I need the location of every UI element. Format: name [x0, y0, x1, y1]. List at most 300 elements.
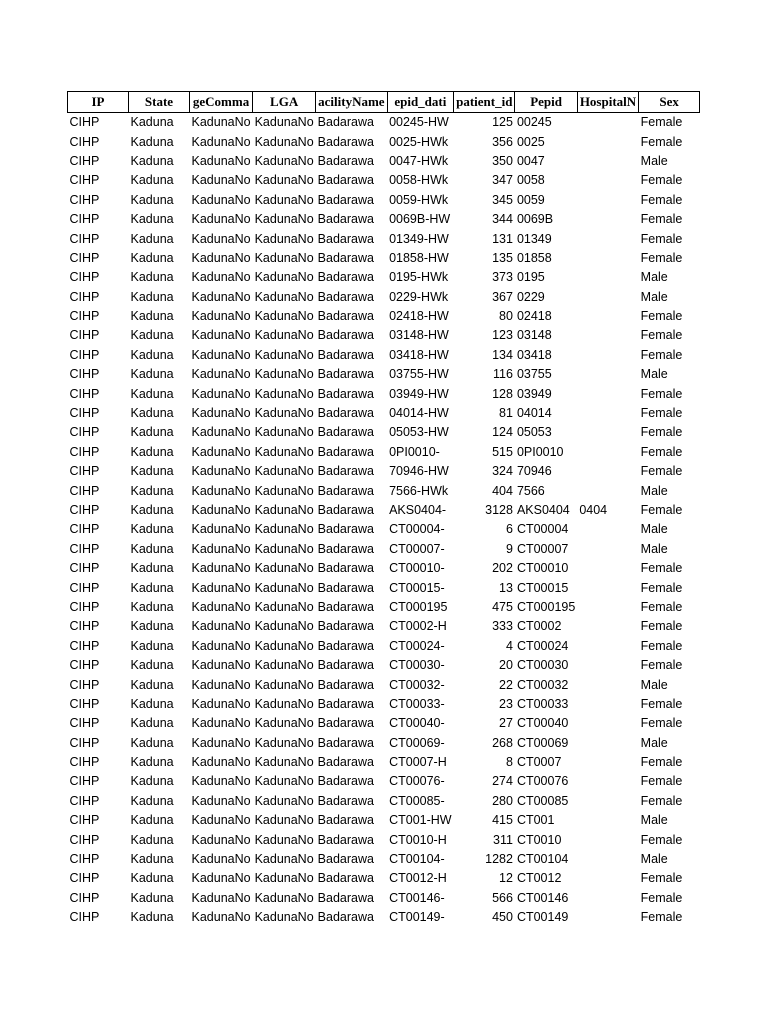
cell-ip: CIHP: [69, 735, 100, 750]
cell-facility-name: Badarawa: [317, 580, 374, 595]
cell-lga: KadunaNo: [254, 852, 314, 867]
cell-hospital-number: [577, 734, 638, 753]
cell-lga-command: KadunaNo: [191, 153, 251, 168]
cell-hospital-number: [577, 675, 638, 694]
cell-lga: KadunaNo: [254, 813, 314, 828]
cell-sex: Female: [640, 696, 683, 711]
cell-sex: Female: [640, 328, 683, 343]
cell-hospital-number: [577, 152, 638, 171]
column-header-pepid-date: epid_dati: [387, 92, 454, 113]
cell-facility-name: Badarawa: [317, 522, 374, 537]
cell-ip: CIHP: [69, 890, 100, 905]
cell-pepid-date: CT0012-H: [389, 871, 447, 886]
cell-facility-name: Badarawa: [317, 406, 374, 421]
cell-pepid: 05053: [516, 425, 552, 440]
column-header-pepid: Pepid: [515, 92, 577, 113]
cell-hospital-number: [577, 288, 638, 307]
cell-pepid: 04014: [516, 406, 552, 421]
cell-patient-id: 12: [499, 871, 513, 886]
cell-ip: CIHP: [69, 134, 100, 149]
cell-pepid-date: CT00032-: [389, 677, 445, 692]
cell-state: Kaduna: [130, 153, 174, 168]
cell-lga-command: KadunaNo: [191, 541, 251, 556]
cell-pepid: CT00146: [516, 890, 569, 905]
table-row: [68, 268, 700, 287]
cell-pepid-date: CT000195: [389, 599, 448, 614]
cell-ip: CIHP: [69, 871, 100, 886]
cell-facility-name: Badarawa: [317, 638, 374, 653]
cell-ip: CIHP: [69, 270, 100, 285]
cell-state: Kaduna: [130, 503, 174, 517]
cell-sex: Male: [640, 852, 668, 867]
cell-patient-id: 134: [492, 347, 513, 362]
cell-hospital-number: [577, 714, 638, 733]
cell-hospital-number: 0404: [579, 503, 608, 517]
cell-state: Kaduna: [130, 367, 174, 382]
cell-pepid: CT00069: [516, 735, 569, 750]
table-row: [68, 637, 700, 656]
cell-facility-name: Badarawa: [317, 231, 374, 246]
cell-patient-id: 373: [492, 270, 513, 285]
cell-state: Kaduna: [130, 813, 174, 828]
cell-sex: Male: [640, 522, 668, 537]
cell-hospital-number: [577, 210, 638, 229]
cell-lga: KadunaNo: [254, 328, 314, 343]
cell-lga-command: KadunaNo: [191, 347, 251, 362]
cell-lga: KadunaNo: [254, 192, 314, 207]
table-body: [68, 113, 700, 928]
cell-lga-command: KadunaNo: [191, 677, 251, 692]
cell-pepid-date: 04014-HW: [389, 406, 449, 421]
cell-ip: CIHP: [69, 192, 100, 207]
cell-lga: KadunaNo: [254, 386, 314, 401]
cell-patient-id: 274: [492, 774, 513, 789]
cell-ip: CIHP: [69, 115, 100, 130]
cell-state: Kaduna: [130, 134, 174, 149]
cell-ip: CIHP: [69, 677, 100, 692]
cell-pepid: 0059: [516, 192, 545, 207]
cell-patient-id: 350: [492, 153, 513, 168]
cell-lga-command: KadunaNo: [191, 871, 251, 886]
cell-pepid-date: 02418-HW: [389, 309, 449, 324]
cell-state: Kaduna: [130, 309, 174, 324]
cell-patient-id: 404: [492, 483, 513, 498]
cell-patient-id: 1282: [485, 852, 513, 867]
cell-sex: Female: [640, 580, 683, 595]
cell-sex: Female: [640, 716, 683, 731]
cell-state: Kaduna: [130, 658, 174, 673]
cell-state: Kaduna: [130, 716, 174, 731]
cell-ip: CIHP: [69, 910, 100, 925]
cell-pepid: CT00015: [516, 580, 569, 595]
cell-ip: CIHP: [69, 153, 100, 168]
cell-sex: Female: [640, 658, 683, 673]
cell-patient-id: 566: [492, 890, 513, 905]
cell-ip: CIHP: [69, 289, 100, 304]
cell-state: Kaduna: [130, 289, 174, 304]
table-row: [68, 598, 700, 617]
cell-lga: KadunaNo: [254, 347, 314, 362]
cell-state: Kaduna: [130, 852, 174, 867]
cell-pepid-date: CT00076-: [389, 774, 445, 789]
cell-hospital-number: [577, 346, 638, 365]
cell-lga: KadunaNo: [254, 153, 314, 168]
table-row: [68, 423, 700, 442]
cell-ip: CIHP: [69, 425, 100, 440]
cell-ip: CIHP: [69, 716, 100, 731]
cell-facility-name: Badarawa: [317, 561, 374, 576]
cell-pepid-date: 0PI0010-: [389, 444, 440, 459]
cell-facility-name: Badarawa: [317, 270, 374, 285]
cell-lga: KadunaNo: [254, 890, 314, 905]
cell-ip: CIHP: [69, 541, 100, 556]
cell-pepid: 0047: [516, 153, 545, 168]
cell-lga-command: KadunaNo: [191, 793, 251, 808]
cell-ip: CIHP: [69, 483, 100, 498]
cell-ip: CIHP: [69, 444, 100, 459]
cell-pepid: CT0002: [516, 619, 562, 634]
cell-hospital-number: [577, 249, 638, 268]
cell-ip: CIHP: [69, 212, 100, 227]
cell-lga: KadunaNo: [254, 406, 314, 421]
cell-patient-id: 202: [492, 561, 513, 576]
cell-lga: KadunaNo: [254, 774, 314, 789]
cell-facility-name: Badarawa: [317, 813, 374, 828]
cell-pepid-date: 7566-HWk: [389, 483, 449, 498]
table-row: [68, 850, 700, 869]
cell-pepid-date: AKS0404-: [389, 503, 447, 517]
cell-patient-id: 131: [492, 231, 513, 246]
cell-lga-command: KadunaNo: [191, 406, 251, 421]
table-row: [68, 675, 700, 694]
cell-pepid: CT00024: [516, 638, 569, 653]
cell-pepid-date: 03755-HW: [389, 367, 449, 382]
cell-pepid-date: CT00030-: [389, 658, 445, 673]
cell-ip: CIHP: [69, 347, 100, 362]
cell-ip: CIHP: [69, 832, 100, 847]
cell-lga-command: KadunaNo: [191, 464, 251, 479]
cell-pepid-date: 01858-HW: [389, 250, 449, 265]
cell-pepid-date: CT00149-: [389, 910, 445, 925]
cell-lga: KadunaNo: [254, 599, 314, 614]
cell-patient-id: 311: [493, 832, 513, 847]
cell-lga: KadunaNo: [254, 173, 314, 188]
table-row: [68, 811, 700, 830]
column-header-ip: IP: [68, 92, 129, 113]
cell-facility-name: Badarawa: [317, 890, 374, 905]
cell-lga: KadunaNo: [254, 871, 314, 886]
cell-state: Kaduna: [130, 212, 174, 227]
cell-facility-name: Badarawa: [317, 153, 374, 168]
cell-pepid: CT00085: [516, 793, 569, 808]
cell-pepid-date: 05053-HW: [389, 425, 449, 440]
cell-pepid-date: CT00146-: [389, 890, 445, 905]
cell-state: Kaduna: [130, 735, 174, 750]
cell-lga-command: KadunaNo: [191, 852, 251, 867]
cell-state: Kaduna: [130, 619, 174, 634]
cell-facility-name: Badarawa: [317, 386, 374, 401]
cell-lga-command: KadunaNo: [191, 716, 251, 731]
cell-lga: KadunaNo: [254, 696, 314, 711]
cell-facility-name: Badarawa: [317, 677, 374, 692]
cell-sex: Female: [640, 347, 683, 362]
cell-sex: Female: [640, 309, 683, 324]
cell-lga: KadunaNo: [254, 309, 314, 324]
cell-pepid: CT00030: [516, 658, 569, 673]
column-header-lga-command: geComma: [190, 92, 253, 113]
cell-sex: Female: [640, 599, 683, 614]
cell-pepid-date: CT0002-H: [389, 619, 447, 634]
cell-pepid: 0195: [516, 270, 545, 285]
cell-pepid-date: CT0010-H: [389, 832, 447, 847]
cell-lga-command: KadunaNo: [191, 425, 251, 440]
cell-state: Kaduna: [130, 231, 174, 246]
cell-facility-name: Badarawa: [317, 192, 374, 207]
cell-ip: CIHP: [69, 173, 100, 188]
cell-pepid-date: 70946-HW: [389, 464, 449, 479]
table-header: [68, 92, 700, 113]
cell-lga: KadunaNo: [254, 716, 314, 731]
cell-hospital-number: [577, 443, 638, 462]
column-header-patient-id: patient_id: [454, 92, 515, 113]
cell-facility-name: Badarawa: [317, 716, 374, 731]
cell-state: Kaduna: [130, 793, 174, 808]
cell-lga: KadunaNo: [254, 503, 314, 517]
table-row: [68, 772, 700, 791]
cell-ip: CIHP: [69, 599, 100, 614]
cell-lga: KadunaNo: [254, 910, 314, 925]
cell-lga: KadunaNo: [254, 115, 314, 130]
cell-ip: CIHP: [69, 774, 100, 789]
cell-hospital-number: [577, 850, 638, 869]
cell-patient-id: 280: [492, 793, 513, 808]
cell-pepid-date: CT00085-: [389, 793, 445, 808]
cell-patient-id: 345: [492, 192, 513, 207]
cell-pepid-date: CT00015-: [389, 580, 445, 595]
cell-sex: Male: [640, 735, 668, 750]
cell-hospital-number: [577, 753, 638, 772]
cell-pepid: 0069B: [516, 212, 554, 227]
cell-patient-id: 8: [505, 755, 513, 770]
cell-ip: CIHP: [69, 503, 100, 517]
cell-ip: CIHP: [69, 561, 100, 576]
table-row: [68, 346, 700, 365]
table-row: [68, 540, 700, 559]
cell-patient-id: 9: [505, 541, 513, 556]
cell-ip: CIHP: [69, 658, 100, 673]
cell-hospital-number: [577, 869, 638, 888]
cell-state: Kaduna: [130, 250, 174, 265]
table-row: [68, 578, 700, 597]
cell-facility-name: Badarawa: [317, 212, 374, 227]
cell-state: Kaduna: [130, 774, 174, 789]
table-row: [68, 695, 700, 714]
cell-pepid-date: CT00069-: [389, 735, 445, 750]
cell-sex: Female: [640, 503, 683, 517]
table-row: [68, 462, 700, 481]
cell-patient-id: 22: [499, 677, 513, 692]
cell-patient-id: 128: [492, 386, 513, 401]
table-row: [68, 501, 700, 520]
cell-patient-id: 27: [499, 716, 513, 731]
cell-pepid-date: 00245-HW: [389, 115, 449, 130]
table-row: [68, 384, 700, 403]
cell-lga-command: KadunaNo: [191, 599, 251, 614]
column-header-sex: Sex: [639, 92, 700, 113]
cell-pepid-date: CT00010-: [389, 561, 445, 576]
cell-ip: CIHP: [69, 328, 100, 343]
cell-lga-command: KadunaNo: [191, 134, 251, 149]
cell-state: Kaduna: [130, 328, 174, 343]
cell-state: Kaduna: [130, 910, 174, 925]
cell-patient-id: 450: [492, 910, 513, 925]
cell-state: Kaduna: [130, 599, 174, 614]
cell-pepid: CT00032: [516, 677, 569, 692]
table-row: [68, 656, 700, 675]
cell-sex: Male: [640, 813, 668, 828]
cell-facility-name: Badarawa: [317, 503, 374, 517]
cell-lga-command: KadunaNo: [191, 890, 251, 905]
cell-ip: CIHP: [69, 813, 100, 828]
cell-facility-name: Badarawa: [317, 793, 374, 808]
cell-facility-name: Badarawa: [317, 250, 374, 265]
cell-facility-name: Badarawa: [317, 696, 374, 711]
cell-patient-id: 20: [499, 658, 513, 673]
cell-ip: CIHP: [69, 619, 100, 634]
cell-state: Kaduna: [130, 890, 174, 905]
cell-state: Kaduna: [130, 444, 174, 459]
cell-lga-command: KadunaNo: [191, 735, 251, 750]
cell-sex: Female: [640, 115, 683, 130]
cell-pepid: 03755: [516, 367, 552, 382]
table-row: [68, 617, 700, 636]
cell-patient-id: 80: [499, 309, 513, 324]
cell-ip: CIHP: [69, 755, 100, 770]
cell-hospital-number: [577, 811, 638, 830]
cell-facility-name: Badarawa: [317, 599, 374, 614]
cell-pepid: 70946: [516, 464, 552, 479]
cell-state: Kaduna: [130, 580, 174, 595]
cell-pepid: 02418: [516, 309, 552, 324]
cell-lga-command: KadunaNo: [191, 503, 251, 517]
cell-state: Kaduna: [130, 115, 174, 130]
table-row: [68, 132, 700, 151]
cell-lga-command: KadunaNo: [191, 231, 251, 246]
cell-pepid: CT00149: [516, 910, 569, 925]
cell-pepid-date: CT001-HW: [389, 813, 452, 828]
cell-hospital-number: [577, 171, 638, 190]
cell-hospital-number: [577, 365, 638, 384]
cell-sex: Male: [640, 541, 668, 556]
cell-state: Kaduna: [130, 561, 174, 576]
cell-hospital-number: [577, 637, 638, 656]
table-row: [68, 520, 700, 539]
table-row: [68, 869, 700, 888]
cell-patient-id: 125: [492, 115, 513, 130]
cell-facility-name: Badarawa: [317, 444, 374, 459]
cell-sex: Male: [640, 289, 668, 304]
cell-lga: KadunaNo: [254, 793, 314, 808]
cell-pepid: CT0007: [516, 755, 562, 770]
cell-sex: Female: [640, 134, 683, 149]
cell-facility-name: Badarawa: [317, 910, 374, 925]
cell-state: Kaduna: [130, 464, 174, 479]
table-row: [68, 908, 700, 927]
cell-sex: Female: [640, 755, 683, 770]
cell-lga: KadunaNo: [254, 231, 314, 246]
cell-facility-name: Badarawa: [317, 774, 374, 789]
cell-hospital-number: [577, 132, 638, 151]
cell-ip: CIHP: [69, 386, 100, 401]
column-header-lga: LGA: [253, 92, 316, 113]
cell-pepid: 0025: [516, 134, 545, 149]
cell-lga-command: KadunaNo: [191, 696, 251, 711]
cell-facility-name: Badarawa: [317, 871, 374, 886]
cell-patient-id: 515: [492, 444, 513, 459]
cell-sex: Female: [640, 212, 683, 227]
cell-lga-command: KadunaNo: [191, 115, 251, 130]
cell-lga-command: KadunaNo: [191, 173, 251, 188]
cell-sex: Male: [640, 153, 668, 168]
cell-state: Kaduna: [130, 386, 174, 401]
cell-pepid: 0229: [516, 289, 545, 304]
cell-sex: Female: [640, 425, 683, 440]
cell-patient-id: 344: [492, 212, 513, 227]
cell-lga-command: KadunaNo: [191, 638, 251, 653]
cell-hospital-number: [577, 889, 638, 908]
cell-sex: Male: [640, 483, 668, 498]
cell-pepid: CT00040: [516, 716, 569, 731]
cell-state: Kaduna: [130, 638, 174, 653]
cell-lga: KadunaNo: [254, 464, 314, 479]
cell-sex: Female: [640, 406, 683, 421]
cell-ip: CIHP: [69, 309, 100, 324]
cell-pepid: CT00076: [516, 774, 569, 789]
table-row: [68, 249, 700, 268]
cell-patient-id: 3128: [485, 503, 513, 517]
cell-sex: Female: [640, 793, 683, 808]
cell-pepid-date: 0059-HWk: [389, 192, 449, 207]
cell-hospital-number: [577, 326, 638, 345]
cell-facility-name: Badarawa: [317, 735, 374, 750]
cell-patient-id: 81: [499, 406, 513, 421]
cell-facility-name: Badarawa: [317, 425, 374, 440]
cell-hospital-number: [577, 540, 638, 559]
cell-lga: KadunaNo: [254, 580, 314, 595]
cell-lga-command: KadunaNo: [191, 755, 251, 770]
cell-pepid-date: 0229-HWk: [389, 289, 449, 304]
cell-pepid: AKS0404: [516, 503, 570, 517]
cell-pepid-date: CT00004-: [389, 522, 445, 537]
cell-lga: KadunaNo: [254, 425, 314, 440]
cell-hospital-number: [577, 772, 638, 791]
cell-patient-id: 333: [492, 619, 513, 634]
table-row: [68, 714, 700, 733]
table-row: [68, 288, 700, 307]
cell-hospital-number: [577, 191, 638, 210]
cell-hospital-number: [577, 830, 638, 849]
cell-lga: KadunaNo: [254, 735, 314, 750]
cell-lga-command: KadunaNo: [191, 619, 251, 634]
cell-lga-command: KadunaNo: [191, 386, 251, 401]
cell-facility-name: Badarawa: [317, 134, 374, 149]
cell-pepid: CT0012: [516, 871, 562, 886]
cell-ip: CIHP: [69, 231, 100, 246]
cell-lga: KadunaNo: [254, 638, 314, 653]
cell-state: Kaduna: [130, 192, 174, 207]
cell-sex: Male: [640, 677, 668, 692]
cell-ip: CIHP: [69, 250, 100, 265]
